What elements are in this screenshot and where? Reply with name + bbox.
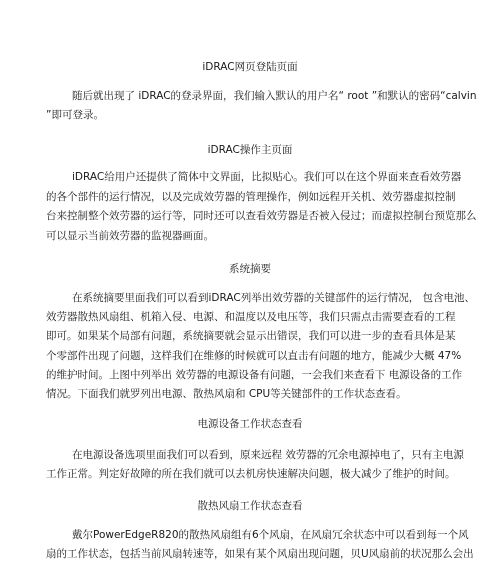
paragraph-line: ”即可登录。 — [46, 109, 104, 121]
paragraph-line: 戴尔PowerEdgeR820的散热风扇组有6个风扇，在风扇冗余状态中可以看到每一个风 — [72, 529, 469, 541]
paragraph-line: iDRAC给用户还提供了简体中文界面，比拟贴心。我们可以在这个界面来查看效劳器 — [72, 171, 462, 183]
section-heading-system-summary: 系统摘要 — [229, 263, 271, 275]
paragraph-line: 可以显示当前效劳器的监视器画面。 — [46, 230, 214, 242]
paragraph-line: 效劳器散热风扇组、机箱入侵、电源、和温度以及电压等，我们只需点击需要查看的工程 — [46, 311, 456, 323]
paragraph-line: 个零部件出现了问题，这样我们在维修的时候就可以直击有问题的地方，能减少大概 47% — [46, 350, 462, 362]
section-heading-power-status: 电源设备工作状态查看 — [197, 418, 303, 430]
paragraph-line: 即可。如果某个局部有问题，系统摘要就会显示出错误，我们可以进一步的查看具体是某 — [46, 330, 456, 342]
section-heading-fan-status: 散热风扇工作状态查看 — [197, 500, 303, 512]
paragraph-line: 的维护时间。上图中列举出 效劳器的电源设备有问题，一会我们来查看下 电源设备的工作 — [46, 369, 463, 381]
paragraph-line: 台来控制整个效劳器的运行等，同时还可以查看效劳器是否被入侵过；而虚拟控制台预览那么 — [46, 210, 477, 222]
section-heading-idrac-main: iDRAC操作主页面 — [207, 144, 293, 156]
paragraph-line: 随后就出现了 iDRAC的登录界面，我们输入默认的用户名“ root ”和默认的密码“calvin — [72, 90, 477, 102]
paragraph-line: 扇的工作状态，包括当前风扇转速等，如果有某个风扇出现问题，贝U风扇前的状况那么会出 — [46, 548, 474, 560]
paragraph-line: 情况。下面我们就罗列出电源、散热风扇和 CPU等关键部件的工作状态查看。 — [46, 388, 407, 400]
paragraph-line: 在系统摘要里面我们可以看到iDRAC列举出效劳器的关键部件的运行情况， 包含电池、 — [72, 292, 476, 304]
paragraph-line: 工作正常。判定好故障的所在我们就可以去机房快速解决问题，极大减少了维护的时间。 — [46, 468, 456, 480]
section-heading-idrac-login: iDRAC网页登陆页面 — [202, 61, 298, 73]
paragraph-line: 的各个部件的运行情况，以及完成效劳器的管理操作，例如远程开关机、效劳器虚拟控制 — [46, 191, 456, 203]
paragraph-line: 在电源设备选项里面我们可以看到，原来远程 效劳器的冗余电源掉电了，只有主电源 — [72, 449, 464, 461]
